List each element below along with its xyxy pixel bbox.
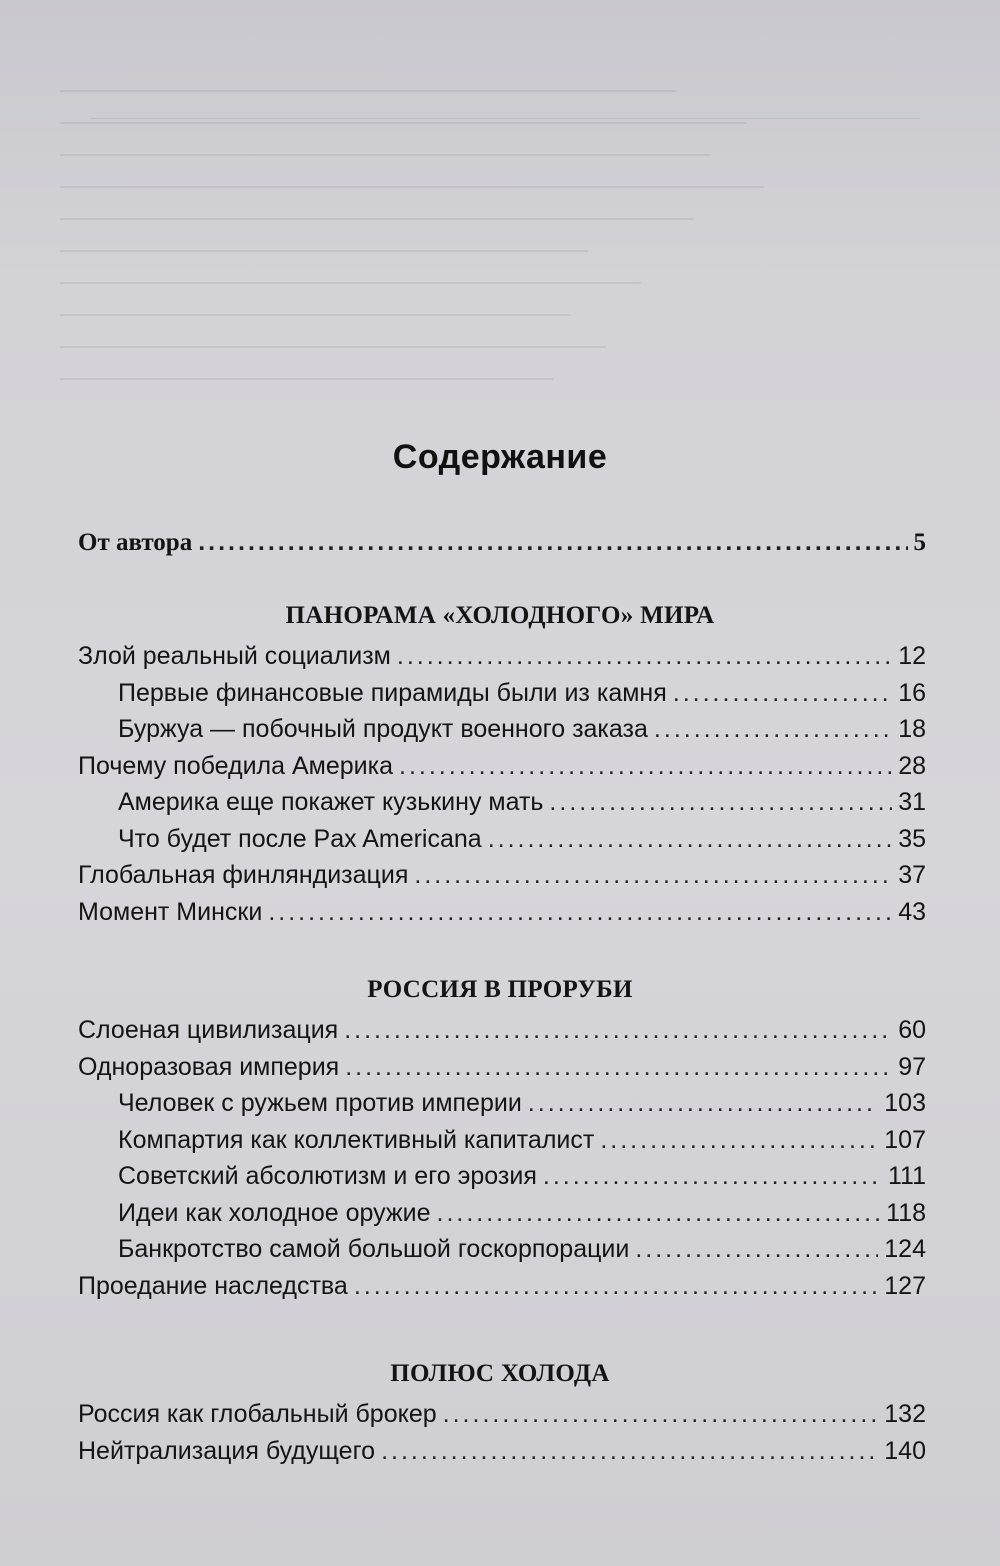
dot-leader bbox=[198, 528, 907, 557]
toc-entry-page: 31 bbox=[898, 788, 926, 816]
toc-entry-label: Нейтрализация будущего bbox=[78, 1436, 376, 1465]
toc-entry-label: Америка еще покажет кузькину мать bbox=[118, 788, 544, 816]
dot-leader bbox=[354, 1272, 878, 1301]
toc-entry bbox=[78, 642, 926, 679]
toc-entry bbox=[78, 1126, 926, 1163]
dot-leader bbox=[381, 1437, 878, 1466]
dot-leader bbox=[673, 679, 892, 708]
dot-leader bbox=[344, 1016, 892, 1045]
toc-entry bbox=[78, 898, 926, 935]
toc-entry-label: Идеи как холодное оружие bbox=[118, 1198, 431, 1227]
toc-section-russia bbox=[78, 1016, 926, 1308]
toc-entry-page: 12 bbox=[898, 642, 926, 670]
toc-entry-label: Слоеная цивилизация bbox=[78, 1016, 339, 1044]
toc-section-panorama bbox=[78, 642, 926, 934]
dot-leader bbox=[543, 1162, 882, 1191]
dot-leader bbox=[443, 1400, 879, 1429]
toc-entry-page: 140 bbox=[884, 1436, 926, 1465]
toc-entry-page: 28 bbox=[898, 751, 926, 780]
dot-leader bbox=[399, 752, 892, 781]
toc-entry-page: 37 bbox=[898, 861, 926, 889]
dot-leader bbox=[549, 788, 892, 817]
toc-entry bbox=[78, 1400, 926, 1437]
dot-leader bbox=[268, 898, 892, 927]
toc-entry bbox=[78, 825, 926, 862]
toc-entry-page: 111 bbox=[887, 1162, 926, 1190]
toc-entry-label: От автора bbox=[78, 529, 193, 556]
toc-entry-label: Человек с ружьем против империи bbox=[118, 1089, 522, 1117]
toc-entry-page: 16 bbox=[898, 678, 926, 707]
dot-leader bbox=[488, 825, 892, 854]
toc-entry-page: 18 bbox=[898, 715, 926, 743]
toc-entry-label: Почему победила Америка bbox=[78, 751, 394, 780]
toc-entry bbox=[78, 1162, 926, 1199]
toc-entry bbox=[78, 1437, 926, 1474]
page-title: Содержание bbox=[392, 438, 608, 476]
toc-entry-page: 118 bbox=[886, 1198, 926, 1227]
toc-entry-page: 5 bbox=[913, 529, 926, 556]
dot-leader bbox=[528, 1089, 878, 1118]
toc-entry-label: Момент Мински bbox=[78, 897, 263, 926]
toc-section-cold-pole bbox=[78, 1400, 926, 1473]
dot-leader bbox=[397, 642, 892, 671]
toc-entry bbox=[78, 1016, 926, 1053]
dot-leader bbox=[600, 1126, 878, 1155]
toc-entry-page: 35 bbox=[898, 824, 926, 853]
toc-entry-label: Глобальная финляндизация bbox=[78, 861, 409, 889]
toc-entry-label: Первые финансовые пирамиды были из камня bbox=[118, 678, 667, 707]
header-rule bbox=[90, 118, 920, 119]
toc-entry-page: 97 bbox=[898, 1052, 926, 1081]
toc-entry-label: Проедание наследства bbox=[78, 1271, 348, 1300]
toc-entry-label: Буржуа — побочный продукт военного заказа bbox=[118, 715, 648, 743]
toc-entry-label: Советский абсолютизм и его эрозия bbox=[118, 1162, 537, 1190]
toc-entry-label: Россия как глобальный брокер bbox=[78, 1400, 437, 1428]
toc-entry-page: 103 bbox=[884, 1089, 926, 1117]
dot-leader bbox=[414, 861, 892, 890]
dot-leader bbox=[654, 715, 892, 744]
toc-entry bbox=[78, 679, 926, 716]
toc-entry bbox=[78, 1089, 926, 1126]
toc-entry bbox=[78, 788, 926, 825]
toc-entry bbox=[78, 1235, 926, 1272]
toc-entry-intro bbox=[78, 528, 926, 565]
section-heading-russia: РОССИЯ В ПРОРУБИ bbox=[367, 976, 633, 1003]
toc-entry bbox=[78, 752, 926, 789]
toc-entry-label: Одноразовая империя bbox=[78, 1052, 340, 1081]
toc-entry-page: 124 bbox=[884, 1235, 926, 1263]
toc-entry-label: Банкротство самой большой госкорпорации bbox=[118, 1235, 630, 1263]
toc-entry bbox=[78, 1272, 926, 1309]
toc-entry bbox=[78, 861, 926, 898]
toc-entry bbox=[78, 715, 926, 752]
toc-entry-label: Злой реальный социализм bbox=[78, 642, 391, 670]
dot-leader bbox=[635, 1235, 878, 1264]
toc-intro bbox=[78, 528, 926, 565]
section-heading-cold-pole: ПОЛЮС ХОЛОДА bbox=[390, 1360, 610, 1387]
toc-entry bbox=[78, 1053, 926, 1090]
toc-entry bbox=[78, 1199, 926, 1236]
toc-entry-page: 127 bbox=[884, 1271, 926, 1300]
dot-leader bbox=[437, 1199, 881, 1228]
toc-entry-page: 60 bbox=[898, 1016, 926, 1044]
toc-entry-label: Компартия как коллективный капиталист bbox=[118, 1125, 595, 1154]
toc-entry-page: 107 bbox=[884, 1125, 926, 1154]
toc-entry-label: Что будет после Pax Americana bbox=[118, 824, 482, 853]
toc-entry-page: 43 bbox=[898, 897, 926, 926]
dot-leader bbox=[345, 1053, 892, 1082]
section-heading-panorama: ПАНОРАМА «ХОЛОДНОГО» МИРА bbox=[285, 602, 715, 629]
toc-entry-page: 132 bbox=[884, 1400, 926, 1428]
